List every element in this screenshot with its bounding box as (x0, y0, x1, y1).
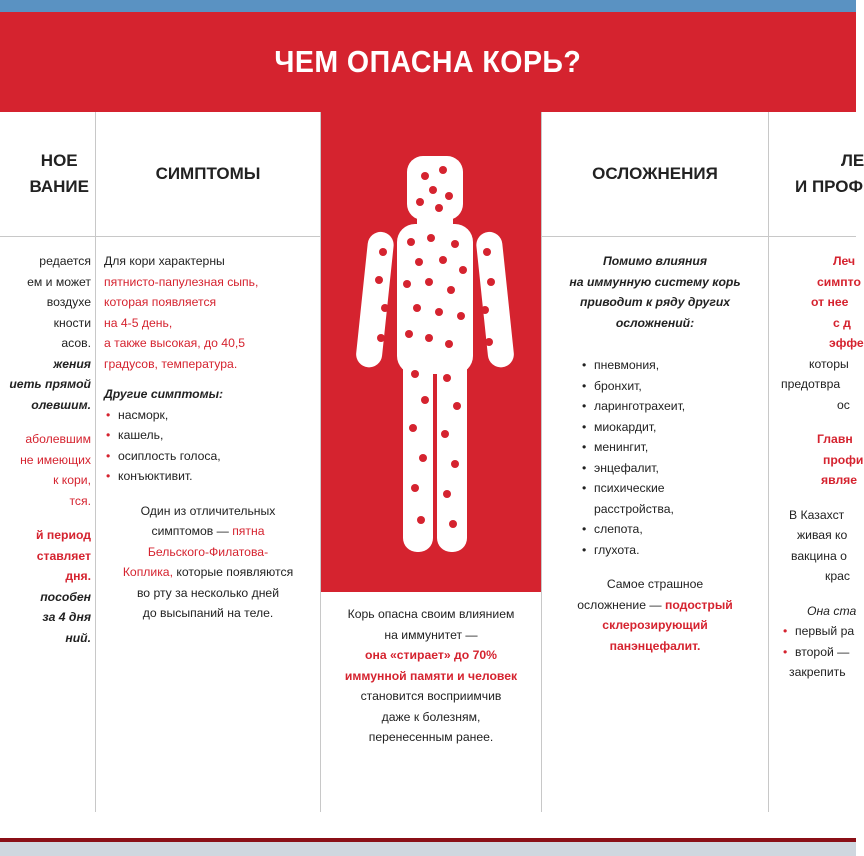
column-transmission-body: редается ем и может воздухе кности асов. жения иеть прямой олевшим. аболевшим не имеющих к кори, тся. й период ставляет дня. пособен за 4 дня ний. (9, 254, 91, 645)
vaccination-list: • первый ра • второй — (781, 621, 856, 662)
column-symptoms-body: Для кори характерны пятнисто-папулезная сыпь, которая появляется на 4-5 день, а также высокая, до 40,5 градусов, температура. Другие симптомы: • насморк, • кашель, • осиплость голоса, • конъюктивит. Один из отличительных симптомов — пятна Бельского-Филатова- Коплика, которые появляются во рту за несколько дней до высыпаний на теле. (96, 237, 320, 624)
title-banner (0, 12, 856, 112)
column-complications (542, 112, 769, 812)
column-symptoms (96, 112, 321, 812)
column-complications-body: Помимо влияния на иммунную систему корь приводит к ряду других осложнений: • пневмония, • бронхит, • ларинготрахеит, • миокардит, • менингит, • энцефалит, • психические расстройства, • слепота, • глухота. Самое страшное осложнение — подострый склерозирующий панэнцефалит. (542, 237, 768, 656)
body-with-rash-illustration (321, 112, 541, 592)
complications-list: • пневмония, • бронхит, • ларинготрахеит, • миокардит, • менингит, • энцефалит, • психические расстройства, • слепота, • глухота. (580, 355, 760, 560)
column-treatment-body: Леч симпто от нее с д эффе которы предотвра ос Главн профи являе В Казахст живая ко вакцина о крас Она ста • первый ра • второй — закрепить (769, 237, 856, 683)
column-immunity (321, 112, 542, 812)
immunity-text: Корь опасна своим влиянием на иммунитет — она «стирает» до 70% иммунной памяти и человек становится восприимчив даже к болезням, перенесенным ранее. (344, 607, 518, 744)
column-transmission (0, 112, 96, 812)
page-title: ЧЕМ ОПАСНА КОРЬ? (274, 44, 582, 79)
column-transmission-header: НОЕ ВАНИЕ (0, 112, 95, 237)
column-treatment-header: ЛЕ И ПРОФ (769, 112, 856, 237)
column-complications-header: ОСЛОЖНЕНИЯ (542, 112, 768, 237)
column-symptoms-header: СИМПТОМЫ (96, 112, 320, 237)
bottom-strip (0, 838, 856, 856)
column-treatment-prevention (769, 112, 864, 812)
figure-panel (321, 112, 541, 592)
top-strip (0, 0, 856, 12)
other-symptoms-list: • насморк, • кашель, • осиплость голоса, • конъюктивит. (104, 405, 312, 487)
